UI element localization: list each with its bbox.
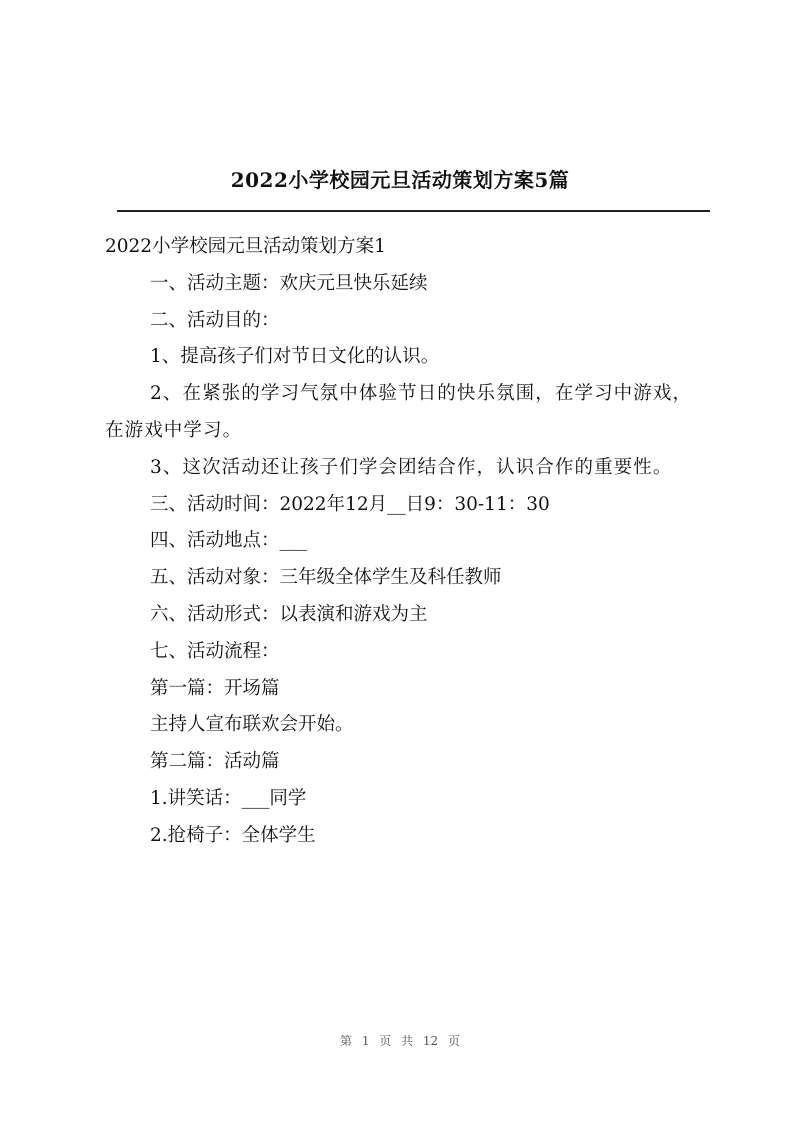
paragraph-purpose-heading: 二、活动目的： — [150, 309, 280, 331]
paragraph-process-heading: 七、活动流程： — [150, 640, 280, 662]
document-title: 2022小学校园元旦活动策划方案5篇 — [230, 168, 570, 192]
title-divider — [117, 210, 710, 212]
paragraph-format: 六、活动形式：以表演和游戏为主 — [150, 603, 428, 625]
paragraph-part-one: 第一篇：开场篇 — [150, 677, 280, 699]
page-footer: 第 1 页 共 12 页 — [340, 1034, 460, 1048]
paragraph-time: 三、活动时间：2022年12月__日9：30-11：30 — [150, 493, 550, 515]
section-heading: 2022小学校园元旦活动策划方案1 — [105, 236, 386, 257]
paragraph-item-jokes: 1.讲笑话：___同学 — [150, 787, 307, 809]
paragraph-purpose-1: 1、提高孩子们对节日文化的认识。 — [150, 346, 440, 368]
paragraph-part-two: 第二篇：活动篇 — [150, 751, 280, 773]
document-body — [105, 229, 700, 855]
paragraph-location: 四、活动地点：___ — [150, 530, 308, 552]
paragraph-purpose-3: 3、这次活动还让孩子们学会团结合作，认识合作的重要性。 — [150, 456, 673, 478]
paragraph-theme: 一、活动主题：欢庆元旦快乐延续 — [150, 272, 428, 294]
paragraph-purpose-2: 2、在紧张的学习气氛中体验节日的快乐氛围，在学习中游戏，在游戏中学习。 — [105, 383, 693, 441]
paragraph-item-chairs: 2.抢椅子：全体学生 — [150, 824, 316, 846]
paragraph-audience: 五、活动对象：三年级全体学生及科任教师 — [150, 567, 502, 589]
paragraph-host: 主持人宣布联欢会开始。 — [150, 714, 354, 736]
